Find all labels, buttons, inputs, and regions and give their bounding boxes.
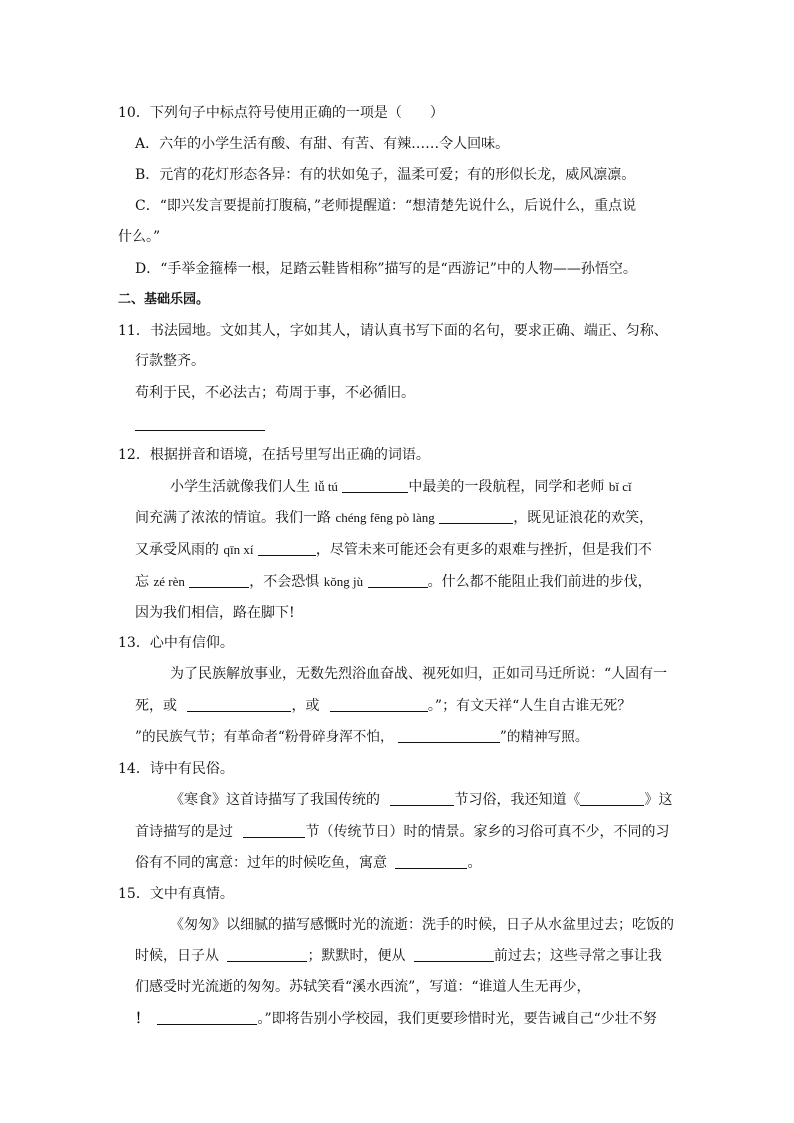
q12-para-line2 xyxy=(135,508,653,528)
pinyin-bi-ci: bǐ cǐ xyxy=(608,479,632,494)
answer-blank-1[interactable] xyxy=(342,478,408,493)
q10-stem: 10．下列句子中标点符号使用正确的一项是（ ） xyxy=(118,105,444,121)
q11-stem-cont: 行款整齐。 xyxy=(135,353,205,369)
q15-para-line1: 《匆匆》以细腻的描写感慨时光的流逝：洗手的时候，日子从水盆里过去；吃饭的 xyxy=(170,917,674,933)
q10-option-c-cont: 什么。” xyxy=(118,229,161,245)
q15-text: ；默默时，便从 xyxy=(307,948,406,964)
q13-text: ，或 xyxy=(291,698,320,714)
q12-para-line1 xyxy=(170,477,632,497)
pinyin-lv-tu: lǚ tú xyxy=(314,479,338,494)
section-heading: 二、基础乐园。 xyxy=(118,292,210,307)
pinyin-ze-ren: zé rèn xyxy=(153,574,185,589)
answer-blank-13[interactable] xyxy=(227,947,307,962)
q13-stem: 13．心中有信仰。 xyxy=(118,635,234,651)
answer-blank-12[interactable] xyxy=(395,854,467,869)
q14-text: 。 xyxy=(467,855,482,871)
q13-para-line2 xyxy=(135,696,631,716)
q13-para-line1: 为了民族解放事业，无数先烈浴血奋战、视死如归，正如司马迁所说：“人固有一 xyxy=(170,666,668,682)
q15-para-line3: 们感受时光流逝的匆匆。苏轼笑看“溪水西流”，写道：“谁道人生无再少， xyxy=(135,979,591,995)
q15-text: 时候，日子从 xyxy=(135,948,219,964)
q12-text: ，既见证浪花的欢笑， xyxy=(513,510,654,526)
answer-blank-10[interactable] xyxy=(580,791,644,806)
answer-blank-11[interactable] xyxy=(243,823,305,838)
pinyin-qin-xi: qīn xí xyxy=(223,542,254,557)
answer-blank-3[interactable] xyxy=(258,541,316,556)
answer-blank-5[interactable] xyxy=(368,573,428,588)
answer-blank-9[interactable] xyxy=(390,791,454,806)
q14-text: 《寒食》这首诗描写了我国传统的 xyxy=(170,792,380,808)
q10-option-d: D．“手举金箍棒一根，足踏云鞋皆相称”描写的是“西游记”中的人物——孙悟空。 xyxy=(135,261,637,277)
q13-text: 死，或 xyxy=(135,698,177,714)
q12-text: 中最美的一段航程，同学和老师 xyxy=(408,479,605,495)
q13-para-line3 xyxy=(135,727,588,747)
q12-text: ，不会恐惧 xyxy=(249,574,320,590)
q14-text: 节习俗，我还知道《 xyxy=(454,792,581,808)
q13-text: ”的民族气节；有革命者“粉骨碎身浑不怕， xyxy=(135,729,394,745)
pinyin-cheng-feng-po-lang: chéng fēng pò làng xyxy=(335,510,435,525)
q10-option-a: A．六年的小学生活有酸、有甜、有苦、有辣……令人回味。 xyxy=(135,136,510,152)
q14-para-line2 xyxy=(135,822,669,842)
q12-text: 。什么都不能阻止我们前进的步伐， xyxy=(427,574,652,590)
answer-blank-6[interactable] xyxy=(187,697,291,712)
q12-stem: 12．根据拼音和语境，在括号里写出正确的词语。 xyxy=(118,447,430,463)
answer-blank-8[interactable] xyxy=(398,728,500,743)
q14-para-line1 xyxy=(170,790,672,810)
q15-para-line4 xyxy=(135,1009,657,1029)
answer-blank-14[interactable] xyxy=(414,947,494,962)
answer-blank-4[interactable] xyxy=(189,573,249,588)
q14-stem: 14．诗中有民俗。 xyxy=(118,761,234,777)
q15-text: 前过去；这些寻常之事让我 xyxy=(493,948,662,964)
q12-para-line3 xyxy=(135,540,652,560)
q15-para-line2 xyxy=(135,946,662,966)
q12-para-line5: 因为我们相信，路在脚下! xyxy=(135,605,295,621)
q14-text: 》这 xyxy=(644,792,673,808)
q13-text: 。”；有文天祥“人生自古谁无死？ xyxy=(427,698,632,714)
pinyin-kong-ju: kǒng jù xyxy=(323,574,364,589)
q12-text: 忘 xyxy=(135,574,149,590)
answer-blank-15[interactable] xyxy=(157,1010,257,1025)
q12-text: 又承受风雨的 xyxy=(135,542,219,558)
q10-option-b: B．元宵的花灯形态各异：有的状如兔子，温柔可爱；有的形似长龙，威风凛凛。 xyxy=(135,167,636,183)
q14-text: 首诗描写的是过 xyxy=(135,824,233,840)
q10-option-c: C．“即兴发言要提前打腹稿，”老师提醒道：“想清楚先说什么，后说什么，重点说 xyxy=(135,198,637,214)
q14-para-line3 xyxy=(135,853,481,873)
answer-blank-7[interactable] xyxy=(330,697,428,712)
q12-text: ，尽管未来可能还会有更多的艰难与挫折，但是我们不 xyxy=(315,542,652,558)
q15-stem: 15．文中有真情。 xyxy=(118,886,234,902)
q15-text: ！ xyxy=(135,1011,149,1027)
q14-text: 俗有不同的寓意：过年的时候吃鱼，寓意 xyxy=(135,855,387,871)
q12-text: 间充满了浓浓的情谊。我们一路 xyxy=(135,510,331,526)
q11-quote: 苟利于民，不必法古；苟周于事，不必循旧。 xyxy=(135,385,415,401)
q12-text: 小学生活就像我们人生 xyxy=(170,479,310,495)
q11-stem: 11．书法园地。文如其人，字如其人，请认真书写下面的名句，要求正确、端正、匀称、 xyxy=(118,323,668,339)
q13-text: ”的精神写照。 xyxy=(499,729,589,745)
q12-para-line4 xyxy=(135,572,652,592)
q14-text: 节（传统节日）时的情景。家乡的习俗可真不少，不同的习 xyxy=(305,824,670,840)
q15-text: 。”即将告别小学校园，我们更要珍惜时光，要告诫自己“少壮不努 xyxy=(257,1011,657,1027)
q11-writing-line[interactable] xyxy=(135,430,265,431)
answer-blank-2[interactable] xyxy=(439,509,513,524)
